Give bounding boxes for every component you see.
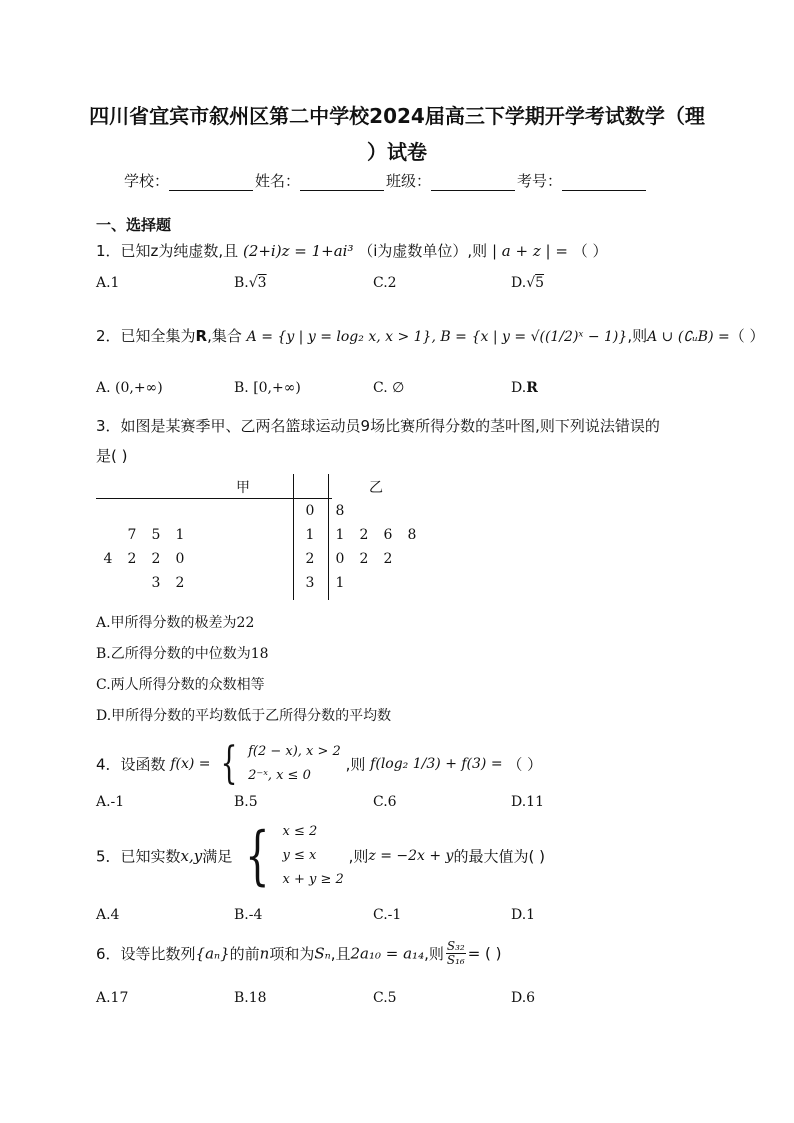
title-line-2: ）试卷	[367, 140, 427, 164]
question-4	[96, 740, 542, 788]
q4-option-c[interactable]: C.6	[373, 794, 397, 810]
q1-option-b[interactable]: B.√3	[234, 275, 267, 291]
header-yi: 乙	[369, 480, 383, 496]
q5-text: 5．已知实数	[96, 847, 181, 866]
question-6	[96, 940, 502, 967]
leaf-yi: 6	[383, 527, 393, 543]
q1-text: 1．已知z为纯虚数,且	[96, 242, 239, 260]
q1-expression: | a + z | =	[491, 242, 568, 260]
q4-expression: f(log₂ 1/3) + f(3) =	[370, 756, 503, 772]
question-3-line-2: 是( )	[96, 447, 128, 465]
q6-sequence: {aₙ}	[195, 944, 230, 963]
q5-option-a[interactable]: A.4	[96, 907, 120, 923]
q3-option-d[interactable]: D.甲所得分数的平均数低于乙所得分数的平均数	[96, 708, 392, 724]
leaf-jia: 7	[127, 527, 137, 543]
school-blank[interactable]	[169, 174, 253, 191]
leaf-jia: 5	[151, 527, 161, 543]
q5-option-d[interactable]: D.1	[511, 907, 536, 923]
q3-option-c[interactable]: C.两人所得分数的众数相等	[96, 677, 265, 693]
q6-text-mid4: ,则	[424, 945, 444, 963]
q6-blank: = ( )	[467, 944, 502, 963]
q4-cases	[248, 740, 341, 788]
q5-constraints	[283, 820, 344, 892]
school-label: 学校：	[124, 172, 170, 190]
q5-constraint-3: x + y ≥ 2	[282, 872, 344, 887]
leaf-yi: 2	[359, 527, 369, 543]
student-info	[124, 170, 648, 191]
q2-option-d[interactable]: D.R	[511, 380, 538, 396]
q6-numerator: S₃₂	[446, 939, 465, 953]
plot-divider-right	[328, 474, 329, 600]
leaf-yi: 1	[335, 527, 345, 543]
q4-case-2: 2⁻ˣ, x ≤ 0	[248, 768, 311, 783]
leaf-yi: 8	[407, 527, 417, 543]
stem: 0	[305, 503, 315, 519]
q2-set-r: R	[195, 327, 208, 345]
q6-fraction	[446, 940, 466, 967]
q2-blank: （ ）	[729, 327, 765, 345]
q5-vars: x,y	[180, 847, 203, 865]
stem-leaf-plot	[96, 474, 417, 600]
q5-constraint-2: y ≤ x	[282, 848, 317, 863]
q6-condition: 2a₁₀ = a₁₄	[350, 944, 425, 963]
question-2	[96, 325, 765, 346]
leaf-jia: 3	[151, 575, 161, 591]
q2-text-mid: ,集合	[207, 327, 242, 345]
stem: 3	[305, 575, 315, 591]
leaf-yi: 2	[359, 551, 369, 567]
leaf-jia: 2	[175, 575, 185, 591]
q6-option-b[interactable]: B.18	[234, 990, 267, 1006]
q3-option-b[interactable]: B.乙所得分数的中位数为18	[96, 646, 269, 662]
name-label: 姓名：	[255, 172, 301, 190]
q6-text-mid3: ,且	[330, 945, 351, 963]
stem: 2	[305, 551, 315, 567]
q1-option-c[interactable]: C.2	[373, 275, 397, 291]
leaf-jia: 1	[175, 527, 185, 543]
q5-objective: z = −2x + y	[368, 848, 454, 864]
q2-option-a[interactable]: A. (0,+∞)	[96, 380, 163, 396]
q3-option-a[interactable]: A.甲所得分数的极差为22	[96, 615, 255, 631]
number-label: 考号：	[517, 172, 563, 190]
class-label: 班级：	[386, 172, 432, 190]
q4-function: f(x) =	[170, 756, 211, 772]
name-blank[interactable]	[300, 174, 384, 191]
q5-option-c[interactable]: C.-1	[373, 907, 402, 923]
q6-text-mid: 的前	[229, 945, 260, 963]
q5-option-b[interactable]: B.-4	[234, 907, 263, 923]
q1-equation: (2+i)z = 1+ai³	[242, 242, 354, 260]
q6-text: 6．设等比数列	[96, 945, 196, 963]
q6-sn: Sₙ	[314, 944, 331, 963]
q6-denominator: S₁₆	[446, 953, 465, 967]
leaf-jia: 2	[151, 551, 161, 567]
q5-text-after: ,则	[348, 847, 369, 866]
leaf-jia: 2	[127, 551, 137, 567]
question-5	[96, 820, 545, 892]
q6-n: n	[259, 944, 270, 963]
q2-set-b-label: , B =	[431, 329, 467, 345]
plot-divider-left	[293, 474, 294, 600]
q1-text-mid: （i为虚数单位）,则	[358, 242, 488, 260]
q4-text-mid: ,则	[345, 755, 366, 774]
number-blank[interactable]	[562, 174, 646, 191]
q4-option-d[interactable]: D.11	[511, 794, 544, 810]
leaf-jia: 0	[175, 551, 185, 567]
section-heading: 一、选择题	[96, 216, 172, 234]
exam-title	[80, 98, 714, 170]
plot-header-line	[96, 498, 332, 499]
q4-option-b[interactable]: B.5	[234, 794, 258, 810]
leaf-yi: 0	[335, 551, 345, 567]
leaf-yi: 8	[335, 503, 345, 519]
q2-text: 2．已知全集为	[96, 327, 196, 345]
q6-option-a[interactable]: A.17	[96, 990, 129, 1006]
q5-text-end: 的最大值为( )	[453, 847, 545, 866]
q6-option-c[interactable]: C.5	[373, 990, 397, 1006]
stem: 1	[305, 527, 315, 543]
class-blank[interactable]	[431, 174, 515, 191]
q6-text-mid2: 项和为	[269, 945, 315, 963]
q2-option-c[interactable]: C. ∅	[373, 380, 405, 396]
q2-set-b: {x | y = √((1/2)ˣ − 1)}	[471, 329, 628, 345]
q5-text-mid: 满足	[202, 847, 233, 866]
q4-blank: （ ）	[507, 755, 543, 774]
q5-constraint-1: x ≤ 2	[282, 824, 318, 839]
q2-set-a: A = {y | y = log₂ x, x > 1}	[246, 329, 432, 345]
q4-case-1: f(2 − x), x > 2	[248, 744, 341, 759]
q4-text: 4．设函数	[96, 755, 166, 774]
q1-option-d[interactable]: D.√5	[511, 275, 545, 291]
header-jia: 甲	[236, 480, 250, 496]
question-3-line-1: 3．如图是某赛季甲、乙两名篮球运动员9场比赛所得分数的茎叶图,则下列说法错误的	[96, 417, 660, 435]
leaf-jia: 4	[103, 551, 113, 567]
question-1	[96, 240, 607, 261]
q4-option-a[interactable]: A.-1	[96, 794, 125, 810]
leaf-yi: 1	[335, 575, 345, 591]
q5-brace: {	[245, 819, 270, 893]
q2-option-b[interactable]: B. [0,+∞)	[234, 380, 301, 396]
q4-brace: {	[220, 738, 238, 789]
title-line-1: 四川省宜宾市叙州区第二中学校2024届高三下学期开学考试数学（理	[89, 104, 705, 128]
q1-blank: （ ）	[572, 242, 608, 260]
q1-option-a[interactable]: A.1	[96, 275, 120, 291]
q2-text-end: ,则	[627, 327, 648, 345]
q2-expression: A ∪ (∁ᵤB) =	[647, 329, 730, 345]
q6-option-d[interactable]: D.6	[511, 990, 536, 1006]
leaf-yi: 2	[383, 551, 393, 567]
